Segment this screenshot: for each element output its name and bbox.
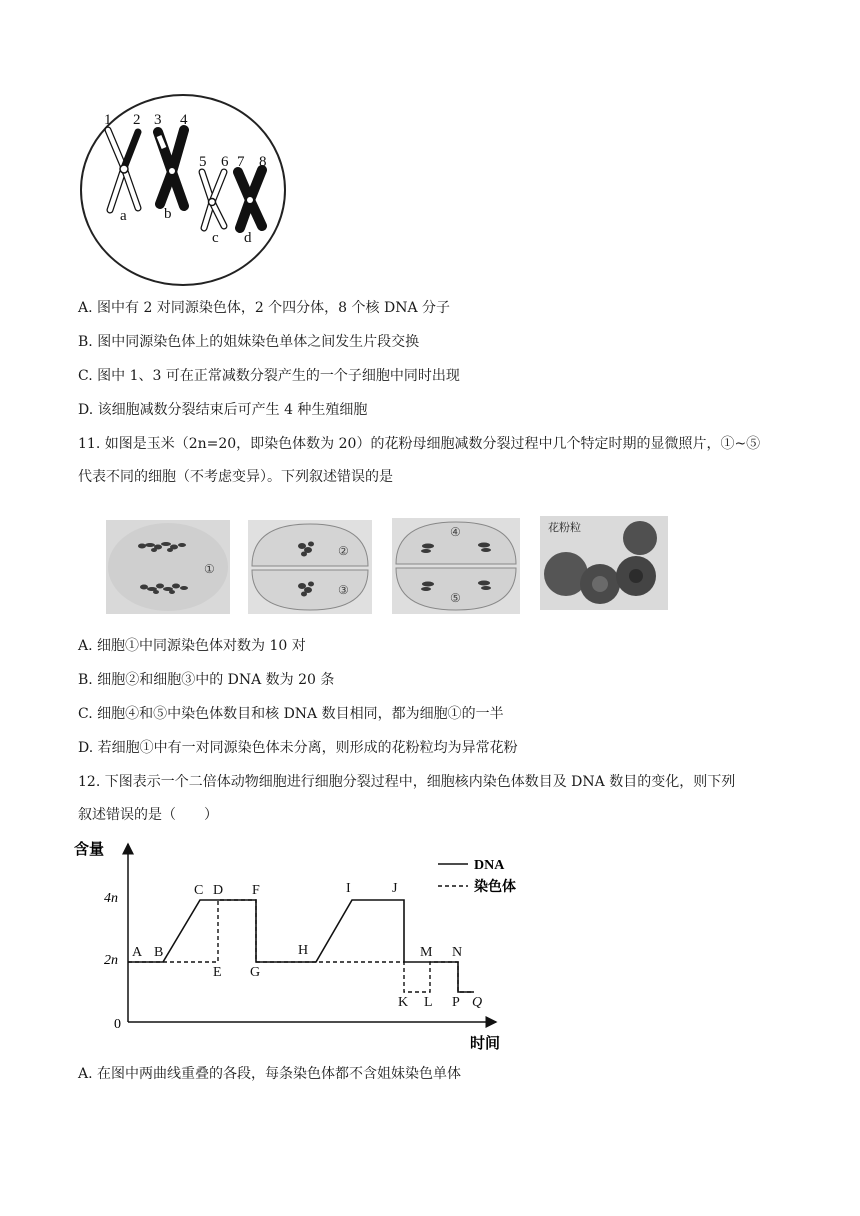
chromosome-number: 3 [154,112,162,128]
q10-option-a: A. 图中有 2 对同源染色体，2 个四分体，8 个核 DNA 分子 [78,300,451,316]
point-label: A [132,945,143,960]
q11-option-d: D. 若细胞①中有一对同源染色体未分离，则形成的花粉粒均为异常花粉 [78,740,518,756]
q10-option-c: C. 图中 1、3 可在正常减数分裂产生的一个子细胞中同时出现 [78,368,460,384]
q11-option-a: A. 细胞①中同源染色体对数为 10 对 [78,638,306,654]
chromosome-letter: c [212,230,219,246]
q10-option-b: B. 图中同源染色体上的姐妹染色单体之间发生片段交换 [78,334,420,350]
point-label: N [452,945,463,960]
chromosome-number: 1 [104,112,112,128]
point-label: F [252,883,260,898]
chromosome-d [238,170,262,228]
dna-chromosome-chart [70,834,520,1056]
q10-option-d: D. 该细胞减数分裂结束后可产生 4 种生殖细胞 [78,402,368,418]
micrograph-2 [248,520,372,614]
q12-stem-line2: 叙述错误的是（ ） [78,807,218,823]
photo-label: 花粉粒 [548,522,581,534]
chromosome-a [108,130,138,210]
chromosome-figure [78,92,288,288]
q12-option-a: A. 在图中两曲线重叠的各段，每条染色体都不含姐妹染色单体 [78,1066,462,1082]
point-label: K [398,995,409,1010]
micrograph-1 [106,520,230,614]
chromosome-letter: d [244,230,252,246]
chromosome-letter: a [120,208,127,224]
point-label: B [154,945,164,960]
chromosome-number: 6 [221,154,229,170]
y-tick-label: 0 [114,1017,121,1032]
point-label: E [213,965,222,980]
point-label: J [392,881,398,896]
chromosome-letter: b [164,206,172,222]
point-label: C [194,883,204,898]
chromosome-number: 7 [237,154,245,170]
micrograph-pollen [540,516,668,610]
point-label: Q [472,995,483,1010]
y-axis-label: 含量 [74,842,105,858]
x-axis-label: 时间 [470,1036,501,1052]
point-label: P [452,995,460,1010]
point-label: M [420,945,433,960]
q11-stem-line2: 代表不同的细胞（不考虑变异）。下列叙述错误的是 [78,469,393,485]
photo-label: ② [338,544,349,558]
q11-stem-line1: 11. 如图是玉米（2n=20，即染色体数为 20）的花粉母细胞减数分裂过程中几个特定时期的显微照片，①~⑤ [78,436,761,452]
chromosome-number: 4 [180,112,188,128]
point-label: H [298,943,309,958]
chromosome-number: 8 [259,154,267,170]
q11-option-c: C. 细胞④和⑤中染色体数目和核 DNA 数目相同，都为细胞①的一半 [78,706,504,722]
photo-label: ④ [450,525,461,539]
photo-label: ③ [338,583,349,597]
q11-option-b: B. 细胞②和细胞③中的 DNA 数为 20 条 [78,672,335,688]
chromosome-letter-labels [120,206,252,246]
legend-chromosome-label: 染色体 [474,880,516,895]
legend-dna-label: DNA [474,858,505,873]
chromosome-number: 5 [199,154,207,170]
y-tick-label: 2n [104,953,118,968]
micrograph-3 [392,518,520,614]
photo-label: ⑤ [450,591,461,605]
photo-label: ① [204,562,215,576]
chromosome-number: 2 [133,112,141,128]
q12-stem-line1: 12. 下图表示一个二倍体动物细胞进行细胞分裂过程中，细胞核内染色体数目及 DNA 数目的变化，则下列 [78,774,736,790]
point-label: D [213,883,224,898]
point-label: G [250,965,261,980]
y-tick-label: 4n [104,891,118,906]
point-label: I [346,881,351,896]
chromosome-c [202,172,224,228]
chromosome-b [158,130,184,206]
point-label: L [424,995,433,1010]
